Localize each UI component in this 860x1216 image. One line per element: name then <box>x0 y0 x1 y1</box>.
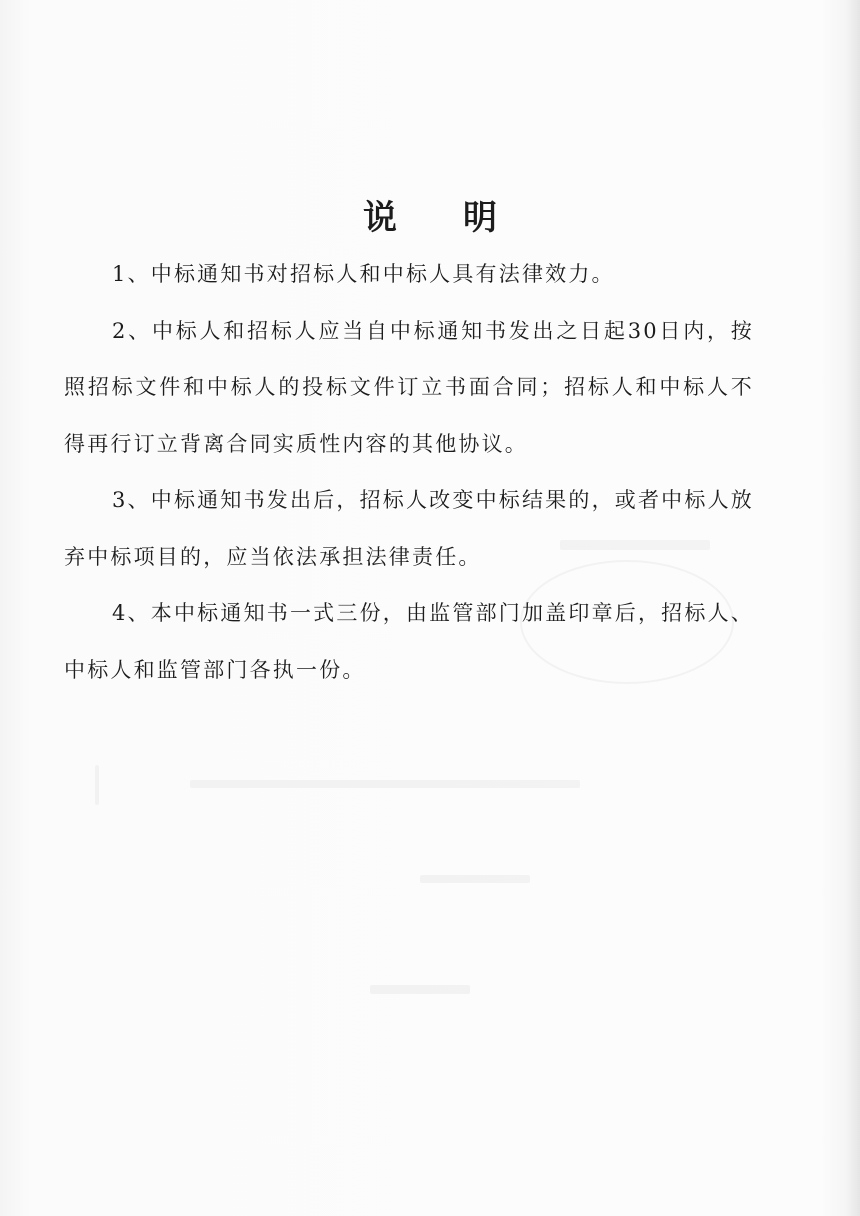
title-char-1: 说 <box>363 197 397 238</box>
scan-edge-shadow <box>846 0 860 1216</box>
note-item-2: 2、中标人和招标人应当自中标通知书发出之日起30日内，按照招标文件和中标人的投标文件订立书面合同；招标人和中标人不得再行订立背离合同实质性内容的其他协议。 <box>64 318 754 456</box>
note-item-1: 1、中标通知书对招标人和中标人具有法律效力。 <box>112 262 615 286</box>
note-item-3: 3、中标通知书发出后，招标人改变中标结果的，或者中标人放弃中标项目的，应当依法承担法律责任。 <box>64 488 754 569</box>
note-item-4: 4、本中标通知书一式三份，由监管部门加盖印章后，招标人、中标人和监管部门各执一份。 <box>64 601 754 682</box>
bleed-through-mark <box>420 875 530 883</box>
title-char-2: 明 <box>463 197 497 238</box>
bleed-through-mark <box>190 780 580 788</box>
bleed-through-mark <box>95 765 99 805</box>
notes-body <box>64 246 754 698</box>
bleed-through-mark <box>370 985 470 994</box>
page-title <box>0 193 860 243</box>
